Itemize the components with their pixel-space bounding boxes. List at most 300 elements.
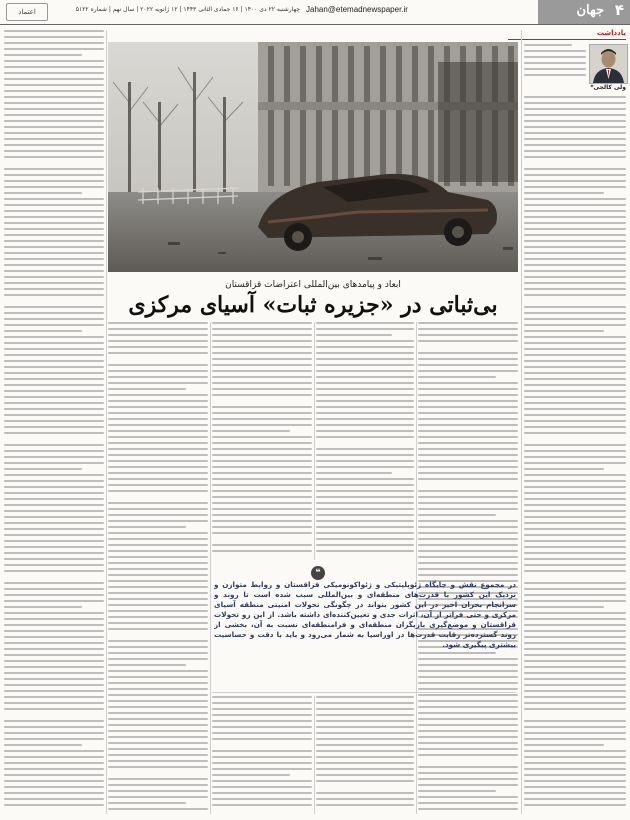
text-line <box>524 126 626 128</box>
text-line <box>4 546 104 548</box>
text-line <box>4 282 104 284</box>
text-line <box>4 576 104 578</box>
text-line <box>108 424 208 426</box>
text-line <box>212 418 312 420</box>
text-line <box>108 748 208 750</box>
text-line <box>108 340 208 342</box>
text-line <box>316 804 414 806</box>
text-line <box>524 684 626 686</box>
text-line <box>212 460 312 462</box>
text-line <box>316 490 414 492</box>
text-line <box>212 756 312 758</box>
text-line <box>108 568 208 570</box>
text-line <box>4 678 104 680</box>
text-line <box>4 768 104 770</box>
text-line <box>524 414 626 416</box>
text-line <box>212 762 312 764</box>
text-line <box>108 652 208 654</box>
text-line <box>524 660 626 662</box>
text-line <box>418 514 496 516</box>
text-line <box>524 762 626 764</box>
section-tab <box>538 0 630 24</box>
text-line <box>108 712 208 714</box>
text-line <box>4 558 104 560</box>
text-line <box>524 804 626 806</box>
text-line <box>212 364 312 366</box>
text-line <box>316 550 414 552</box>
text-line <box>4 156 104 158</box>
text-line <box>4 48 104 50</box>
text-line <box>4 492 104 494</box>
text-column-left <box>4 30 104 814</box>
text-line <box>4 792 104 794</box>
text-line <box>418 526 518 528</box>
text-line <box>4 84 104 86</box>
text-line <box>524 264 626 266</box>
text-line <box>316 780 414 782</box>
text-line <box>108 778 208 780</box>
text-line <box>418 748 518 750</box>
text-line <box>418 562 518 564</box>
text-line <box>108 544 208 546</box>
text-line <box>108 406 208 408</box>
text-line <box>4 348 104 350</box>
text-line <box>4 480 104 482</box>
text-line <box>4 408 104 410</box>
text-line <box>524 378 626 380</box>
text-line <box>108 808 208 810</box>
text-line <box>212 388 312 390</box>
page-header <box>0 0 630 24</box>
text-line <box>418 478 518 480</box>
text-line <box>524 702 626 704</box>
news-photo <box>108 42 518 272</box>
text-line <box>108 418 208 420</box>
text-line <box>212 532 312 534</box>
text-line <box>108 718 208 720</box>
text-line <box>524 630 626 632</box>
text-line <box>316 406 414 408</box>
text-line <box>4 342 104 344</box>
text-line <box>212 490 312 492</box>
text-line <box>108 688 208 690</box>
text-line <box>4 126 104 128</box>
text-line <box>418 340 518 342</box>
text-line <box>4 90 104 92</box>
text-line <box>4 108 104 110</box>
text-line <box>108 514 208 516</box>
text-line <box>524 618 626 620</box>
text-line <box>212 328 312 330</box>
section-title: جهان <box>576 3 604 18</box>
text-line <box>418 556 518 558</box>
text-line <box>524 696 626 698</box>
column-rule <box>314 322 315 560</box>
text-line <box>108 538 208 540</box>
text-line <box>4 756 104 758</box>
text-line <box>108 454 208 456</box>
text-line <box>108 574 208 576</box>
text-line <box>524 540 626 542</box>
text-line <box>212 696 312 698</box>
text-line <box>316 768 414 770</box>
text-line <box>316 370 414 372</box>
text-line <box>316 346 414 348</box>
text-line <box>524 114 626 116</box>
text-line <box>4 690 104 692</box>
text-line <box>4 720 104 722</box>
text-line <box>524 270 626 272</box>
article-headline: بی‌ثباتی در «جزیره ثبات» آسیای مرکزی <box>128 292 498 318</box>
text-line <box>4 564 104 566</box>
text-line <box>316 484 414 486</box>
text-line <box>524 150 626 152</box>
text-line <box>108 796 208 798</box>
text-line <box>108 526 186 528</box>
text-line <box>524 156 626 158</box>
text-line <box>4 654 104 656</box>
text-line <box>212 496 312 498</box>
text-line <box>524 408 626 410</box>
pull-quote: در مجموع نقش و جایگاه ژئوپلیتیکی و ژئواکونومیکی قزاقستان و روابط متوازن و نزدیک این کشور با قدرت‌های منطقه‌ای و بین‌المللی سبب شده است تا روند و سرانجام بحران اخیر در این کشور بتواند در چگونگی تحولات امنیتی منطقه آسیای مرکزی و حتی فراتر از آن، اثرات جدی و تعیین‌کننده‌ای داشته باشد. از این رو تحولات قزاقستان و موضع‌گیری بازیگران منطقه‌ای و فرامنطقه‌ای نسبت به آن، بخشی از روند گسترده‌تر رقابت قدرت‌ها در اوراسیا به شمار می‌رود و باید با دقت و حساسیت بیشتری پیگیری شود. <box>214 580 516 649</box>
text-line <box>418 436 518 438</box>
text-line <box>4 240 104 242</box>
text-line <box>4 618 104 620</box>
text-line <box>108 634 208 636</box>
column-rule <box>521 30 522 814</box>
text-line <box>418 724 518 726</box>
text-line <box>524 120 626 122</box>
text-line <box>524 168 626 170</box>
text-line <box>108 334 208 336</box>
text-line <box>316 526 414 528</box>
text-line <box>524 360 626 362</box>
text-line <box>418 808 518 810</box>
text-line <box>524 468 604 470</box>
text-line <box>316 352 414 354</box>
text-line <box>316 472 392 474</box>
text-line <box>4 78 104 80</box>
text-line <box>4 168 104 170</box>
text-line <box>524 234 626 236</box>
text-line <box>316 720 414 722</box>
text-line <box>524 228 626 230</box>
text-line <box>108 736 208 738</box>
text-line <box>524 204 626 206</box>
text-line <box>524 528 626 530</box>
text-line <box>316 412 414 414</box>
text-line <box>4 360 104 362</box>
text-line <box>418 406 518 408</box>
text-line <box>524 348 626 350</box>
text-line <box>4 462 104 464</box>
text-line <box>524 132 626 134</box>
text-line <box>524 486 626 488</box>
text-line <box>524 198 626 200</box>
text-line <box>108 562 208 564</box>
column-rule <box>416 322 417 814</box>
text-line <box>524 68 586 70</box>
text-line <box>212 406 312 408</box>
text-line <box>108 580 208 582</box>
text-line <box>108 784 208 786</box>
text-line <box>212 412 312 414</box>
text-line <box>418 574 518 576</box>
text-line <box>524 372 626 374</box>
text-line <box>212 714 312 716</box>
text-line <box>4 516 104 518</box>
text-line <box>4 234 104 236</box>
text-line <box>524 396 626 398</box>
text-line <box>316 442 414 444</box>
text-line <box>4 186 104 188</box>
text-line <box>108 622 208 624</box>
text-line <box>524 558 626 560</box>
text-line <box>212 370 312 372</box>
text-line <box>316 544 414 546</box>
text-line <box>524 246 626 248</box>
text-line <box>524 654 626 656</box>
text-line <box>4 252 104 254</box>
text-line <box>524 756 626 758</box>
text-line <box>108 730 208 732</box>
text-line <box>108 448 208 450</box>
text-line <box>524 606 604 608</box>
text-line <box>4 312 104 314</box>
text-line <box>418 538 518 540</box>
text-line <box>418 328 518 330</box>
column-rule <box>106 30 107 814</box>
text-line <box>4 774 104 776</box>
text-line <box>212 774 290 776</box>
text-line <box>108 364 208 366</box>
text-line <box>4 216 104 218</box>
text-line <box>212 798 312 800</box>
text-line <box>108 700 208 702</box>
text-line <box>418 532 518 534</box>
text-line <box>4 522 104 524</box>
text-line <box>316 744 414 746</box>
text-line <box>4 510 104 512</box>
text-line <box>4 384 104 386</box>
text-line <box>316 454 414 456</box>
text-line <box>108 376 208 378</box>
page-number: ۴ <box>614 1 624 19</box>
text-line <box>524 180 626 182</box>
text-line <box>212 478 312 480</box>
text-line <box>4 336 104 338</box>
text-line <box>212 720 312 722</box>
text-line <box>524 210 626 212</box>
section-email[interactable]: Jahan@etemadnewspaper.ir <box>306 5 408 14</box>
column-rule <box>314 696 315 814</box>
text-line <box>212 526 312 528</box>
text-line <box>4 96 104 98</box>
text-line <box>524 498 626 500</box>
text-line <box>418 412 518 414</box>
text-line <box>524 108 626 110</box>
text-line <box>4 174 104 176</box>
text-line <box>316 792 414 794</box>
text-line <box>524 252 626 254</box>
text-line <box>524 432 626 434</box>
text-line <box>524 516 626 518</box>
text-line <box>4 414 104 416</box>
text-line <box>524 192 604 194</box>
text-line <box>418 718 518 720</box>
text-line <box>108 670 208 672</box>
text-line <box>4 552 104 554</box>
text-line <box>316 358 414 360</box>
text-line <box>4 324 104 326</box>
text-line <box>4 444 104 446</box>
text-line <box>524 732 626 734</box>
text-line <box>524 438 626 440</box>
text-line <box>4 432 104 434</box>
text-line <box>524 240 626 242</box>
text-line <box>4 588 104 590</box>
text-line <box>524 96 626 98</box>
text-line <box>212 708 312 710</box>
text-line <box>4 66 104 68</box>
text-line <box>316 436 414 438</box>
text-line <box>524 44 572 46</box>
text-line <box>108 592 208 594</box>
text-line <box>4 60 104 62</box>
text-line <box>418 736 518 738</box>
text-line <box>4 378 104 380</box>
text-line <box>4 120 104 122</box>
text-line <box>4 612 104 614</box>
text-line <box>4 438 104 440</box>
text-line <box>418 484 518 486</box>
text-line <box>524 56 586 58</box>
text-line <box>108 370 208 372</box>
text-line <box>524 672 626 674</box>
text-line <box>212 502 312 504</box>
text-line <box>524 744 604 746</box>
text-line <box>418 394 518 396</box>
text-line <box>4 486 104 488</box>
date-line: چهارشنبه ۲۲ دی ۱۴۰۰ | ۱۶ جمادی الثانی ۱۴۴۳ | ۱۲ ژانویه ۲۰۲۲ | سال نهم | شماره ۵۱۲۲ <box>75 6 300 13</box>
text-line <box>524 624 626 626</box>
text-line <box>4 630 104 632</box>
text-line <box>212 382 312 384</box>
text-line <box>524 138 626 140</box>
text-line <box>524 306 626 308</box>
text-line <box>524 324 626 326</box>
text-line <box>4 138 104 140</box>
text-line <box>4 114 104 116</box>
text-line <box>316 376 414 378</box>
text-line <box>212 394 312 396</box>
text-line <box>524 726 626 728</box>
text-line <box>4 786 104 788</box>
text-line <box>4 540 104 542</box>
text-line <box>524 738 626 740</box>
text-line <box>524 174 626 176</box>
text-line <box>212 514 312 516</box>
text-line <box>212 424 312 426</box>
text-line <box>4 738 104 740</box>
text-line <box>108 760 208 762</box>
article-kicker: ابعاد و پیامدهای بین‌المللی اعتراضات قزاقستان <box>225 280 401 290</box>
text-line <box>524 294 626 296</box>
text-line <box>316 714 414 716</box>
text-line <box>524 186 626 188</box>
text-line <box>212 538 312 540</box>
text-line <box>418 418 518 420</box>
text-line <box>212 430 290 432</box>
text-line <box>212 376 312 378</box>
author-name: ولی کالجی* <box>590 84 626 91</box>
text-line <box>108 328 208 330</box>
text-line <box>418 322 518 324</box>
text-line <box>524 636 626 638</box>
text-line <box>418 766 518 768</box>
text-line <box>212 472 312 474</box>
text-line <box>418 424 518 426</box>
text-line <box>524 708 626 710</box>
text-line <box>212 352 312 354</box>
text-line <box>4 534 104 536</box>
text-line <box>108 472 208 474</box>
text-line <box>4 666 104 668</box>
text-line <box>524 552 626 554</box>
text-line <box>4 582 104 584</box>
text-line <box>524 612 626 614</box>
text-line <box>4 54 82 56</box>
text-line <box>4 660 104 662</box>
text-line <box>108 556 208 558</box>
text-line <box>316 364 414 366</box>
text-line <box>316 538 414 540</box>
text-line <box>108 664 186 666</box>
text-line <box>316 708 414 710</box>
text-line <box>4 132 104 134</box>
text-line <box>108 598 208 600</box>
text-line <box>316 756 414 758</box>
pull-quote-rule <box>212 692 516 693</box>
text-line <box>4 30 104 32</box>
text-line <box>108 412 208 414</box>
text-line <box>108 352 208 354</box>
text-line <box>108 382 208 384</box>
text-line <box>108 460 208 462</box>
text-line <box>524 774 626 776</box>
text-line <box>524 600 626 602</box>
text-line <box>4 450 104 452</box>
text-line <box>108 394 208 396</box>
text-line <box>418 706 518 708</box>
text-line <box>108 478 208 480</box>
text-line <box>316 430 414 432</box>
text-line <box>418 742 518 744</box>
text-line <box>524 318 626 320</box>
text-line <box>212 768 312 770</box>
text-line <box>4 198 104 200</box>
text-line <box>4 318 104 320</box>
text-line <box>108 724 208 726</box>
text-line <box>524 678 626 680</box>
text-line <box>4 372 104 374</box>
text-line <box>4 684 104 686</box>
text-line <box>4 192 82 194</box>
text-line <box>4 570 104 572</box>
text-line <box>108 358 208 360</box>
text-line <box>418 802 518 804</box>
text-line <box>316 424 414 426</box>
